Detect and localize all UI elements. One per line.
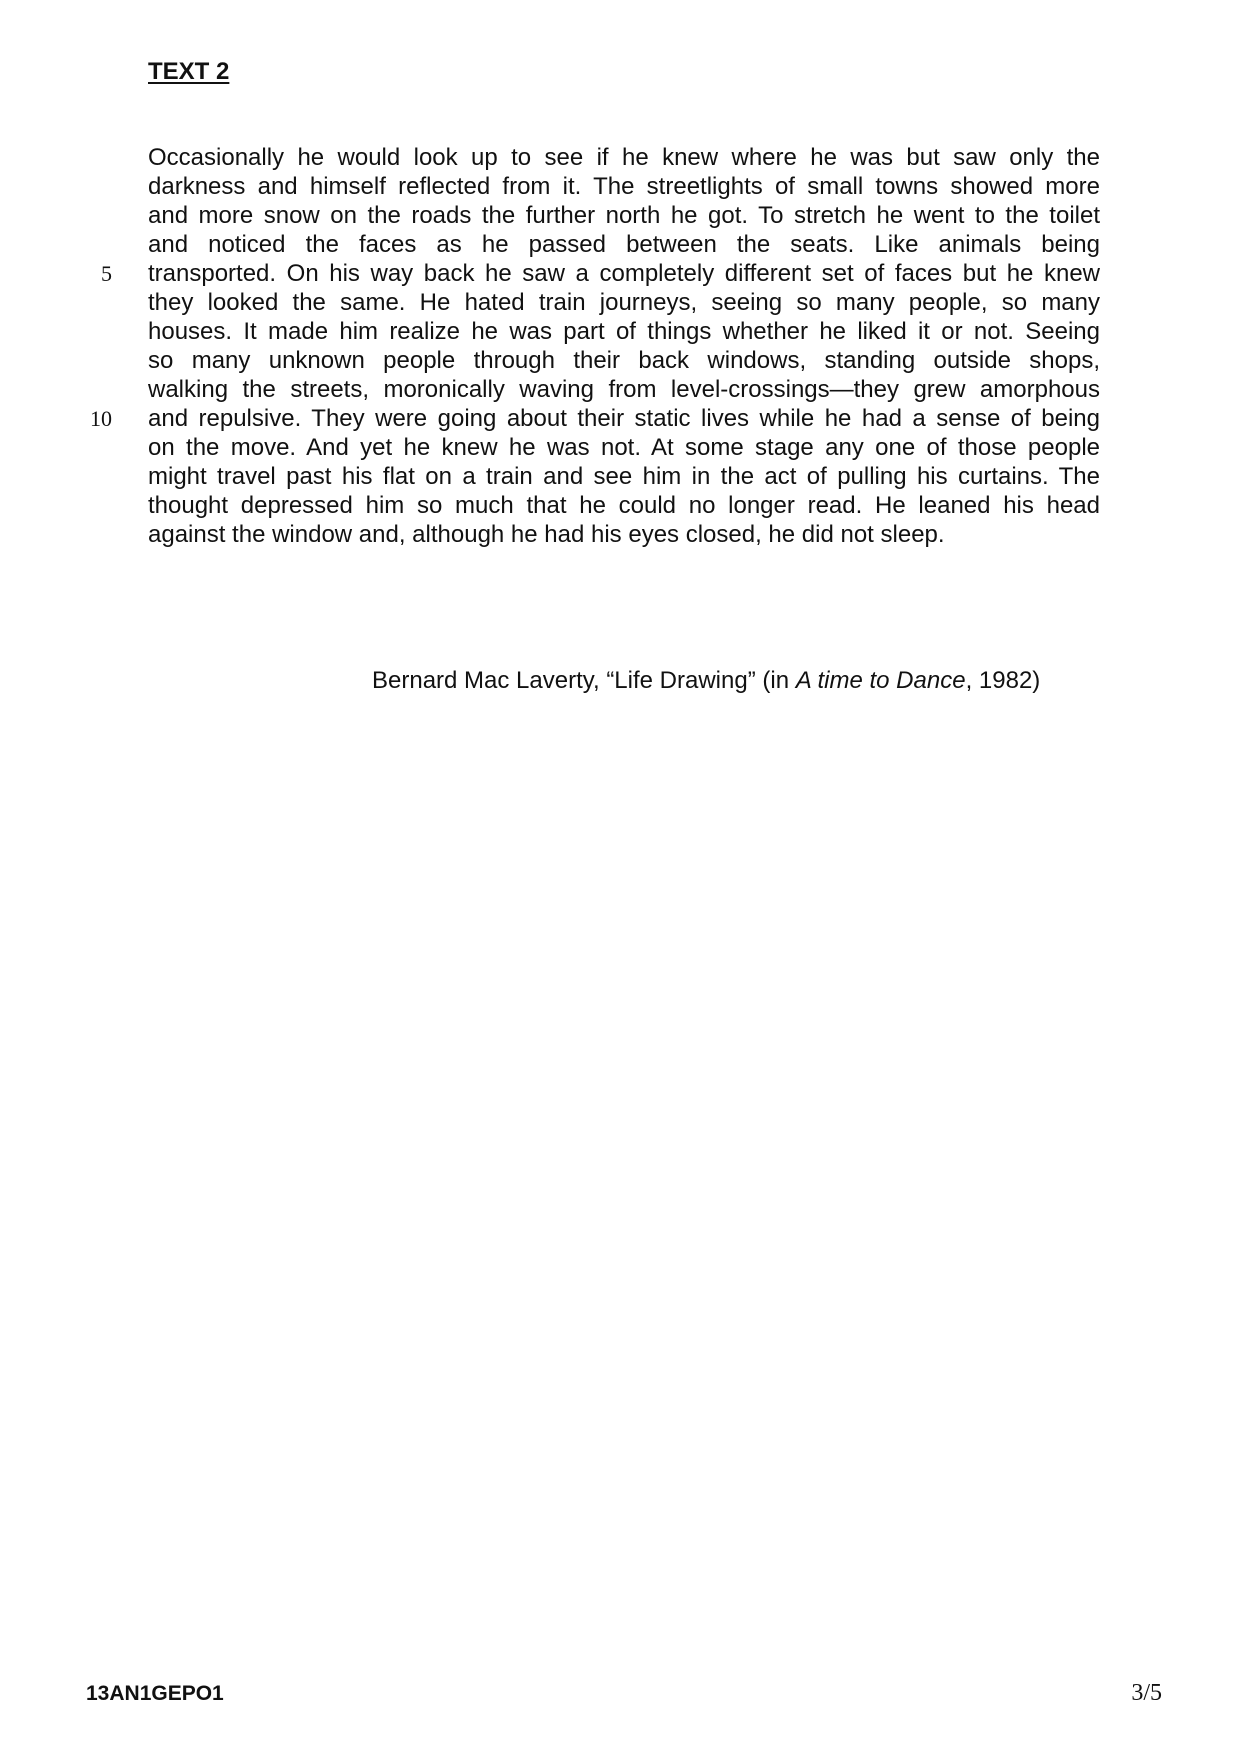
citation-book-title: A time to Dance	[795, 667, 966, 694]
line-number-10: 10	[90, 406, 112, 431]
page-number: 3/5	[1131, 1680, 1162, 1706]
passage-line: Occasionally he would look up to see if he knew where he was but saw only the	[148, 144, 1100, 171]
passage-line: and noticed the faces as he passed between the seats. Like animals being	[148, 231, 1100, 258]
passage-line: transported. On his way back he saw a completely different set of faces but he knew	[148, 260, 1100, 287]
line-number-5: 5	[101, 261, 112, 286]
source-citation	[372, 666, 1040, 695]
passage-line: and repulsive. They were going about their static lives while he had a sense of being	[148, 405, 1100, 432]
passage-line: they looked the same. He hated train journeys, seeing so many people, so many	[148, 289, 1100, 316]
passage-line: so many unknown people through their back windows, standing outside shops,	[148, 347, 1100, 374]
passage-line: might travel past his flat on a train and see him in the act of pulling his curtains. The	[148, 463, 1100, 490]
passage-line: against the window and, although he had his eyes closed, he did not sleep.	[148, 521, 945, 548]
passage-line: on the move. And yet he knew he was not. At some stage any one of those people	[148, 434, 1100, 461]
passage-line: darkness and himself reflected from it. The streetlights of small towns showed more	[148, 173, 1100, 200]
citation-prefix: Bernard Mac Laverty, “Life Drawing” (in	[372, 667, 796, 694]
passage-line: houses. It made him realize he was part of things whether he liked it or not. Seeing	[148, 318, 1100, 345]
citation-suffix: , 1982)	[965, 667, 1041, 694]
passage-line: thought depressed him so much that he could no longer read. He leaned his head	[148, 492, 1100, 519]
passage-text	[148, 143, 1100, 549]
passage-line: and more snow on the roads the further north he got. To stretch he went to the toilet	[148, 202, 1100, 229]
passage-line: walking the streets, moronically waving from level-crossings—they grew amorphous	[148, 376, 1100, 403]
exam-code: 13AN1GEPO1	[86, 1682, 224, 1705]
section-heading: TEXT 2	[148, 58, 230, 85]
